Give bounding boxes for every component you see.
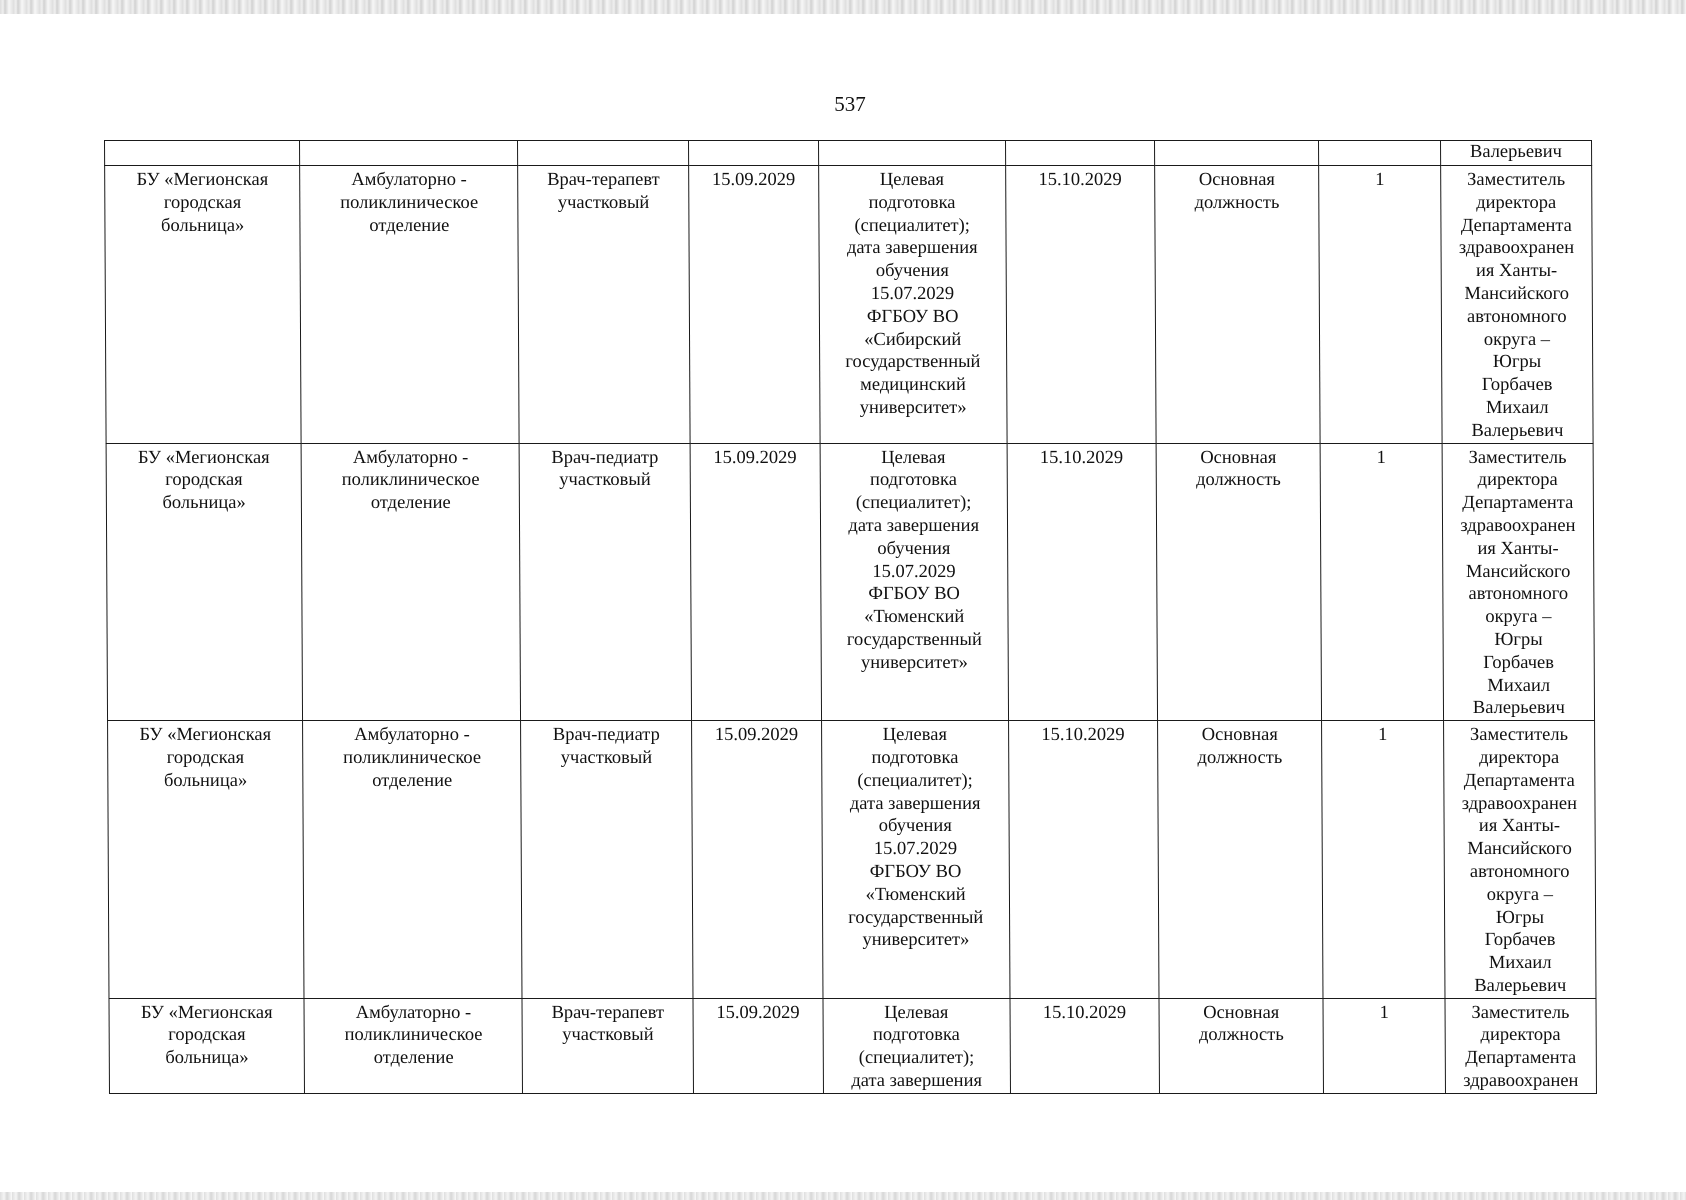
table-row [105,166,1593,444]
cell-organization: БУ «Мегионская городская больница» [108,721,305,999]
vacancy-table [104,140,1597,1094]
cell-date-end: 15.10.2029 [1005,166,1156,444]
scan-edge-top [0,0,1686,14]
cell-job-type: Основная должность [1157,721,1323,999]
cell-department: Амбулаторно - поликлиническое отделение [303,721,522,999]
scan-edge-bottom [0,1192,1686,1200]
cell-job-type: Основная должность [1155,166,1321,444]
cell-empty [1154,141,1319,166]
cell-count: 1 [1323,998,1445,1093]
cell-organization: БУ «Мегионская городская больница» [106,443,303,721]
cell-date-end: 15.10.2029 [1008,721,1159,999]
cell-empty [518,141,689,166]
cell-count: 1 [1319,166,1442,444]
cell-position: Врач-терапевт участковый [518,166,690,444]
cell-date-start: 15.09.2029 [690,443,821,721]
cell-responsible: Валерьевич [1440,141,1591,166]
cell-date-end: 15.10.2029 [1010,998,1160,1093]
cell-job-type: Основная должность [1156,443,1322,721]
cell-responsible: Заместитель директора Департамента здравоохранен ия Ханты- Мансийского автономного округа – Югры Горбачев Михаил Валерьевич [1442,443,1595,721]
cell-department: Амбулаторно - поликлиническое отделение [301,443,520,721]
cell-organization: БУ «Мегионская городская больница» [109,998,305,1093]
cell-empty [1319,141,1440,166]
cell-empty [689,141,819,166]
cell-empty [300,141,518,166]
cell-organization: БУ «Мегионская городская больница» [105,166,302,444]
cell-department: Амбулаторно - поликлиническое отделение [304,998,522,1093]
cell-position: Врач-терапевт участковый [522,998,693,1093]
page-number: 537 [834,92,866,116]
cell-purpose: Целевая подготовка (специалитет); дата завершения [823,998,1011,1093]
cell-position: Врач-педиатр участковый [519,443,691,721]
cell-date-start: 15.09.2029 [692,721,823,999]
cell-empty [105,141,301,166]
cell-department: Амбулаторно - поликлиническое отделение [300,166,519,444]
cell-empty [1005,141,1154,166]
table-row [109,998,1596,1093]
cell-position: Врач-педиатр участковый [521,721,693,999]
cell-responsible: Заместитель директора Департамента здравоохранен ия Ханты- Мансийского автономного округа – Югры Горбачев Михаил Валерьевич [1443,721,1596,999]
cell-date-start: 15.09.2029 [693,998,823,1093]
table-row-continuation [105,141,1592,166]
cell-responsible: Заместитель директора Департамента здравоохранен [1445,998,1597,1093]
cell-purpose: Целевая подготовка (специалитет); дата завершения обучения 15.07.2029 ФГБОУ ВО «Тюменский государственный университет» [820,443,1009,721]
cell-job-type: Основная должность [1159,998,1324,1093]
cell-responsible: Заместитель директора Департамента здравоохранен ия Ханты- Мансийского автономного округа – Югры Горбачев Михаил Валерьевич [1440,166,1593,444]
table-row [108,721,1596,999]
cell-purpose: Целевая подготовка (специалитет); дата завершения обучения 15.07.2029 ФГБОУ ВО «Тюменский государственный университет» [821,721,1010,999]
cell-empty [818,141,1005,166]
cell-purpose: Целевая подготовка (специалитет); дата завершения обучения 15.07.2029 ФГБОУ ВО «Сибирский государственный медицинский университет» [818,166,1007,444]
cell-count: 1 [1322,721,1445,999]
cell-date-end: 15.10.2029 [1007,443,1158,721]
cell-date-start: 15.09.2029 [689,166,820,444]
cell-count: 1 [1321,443,1444,721]
table-row [106,443,1594,721]
